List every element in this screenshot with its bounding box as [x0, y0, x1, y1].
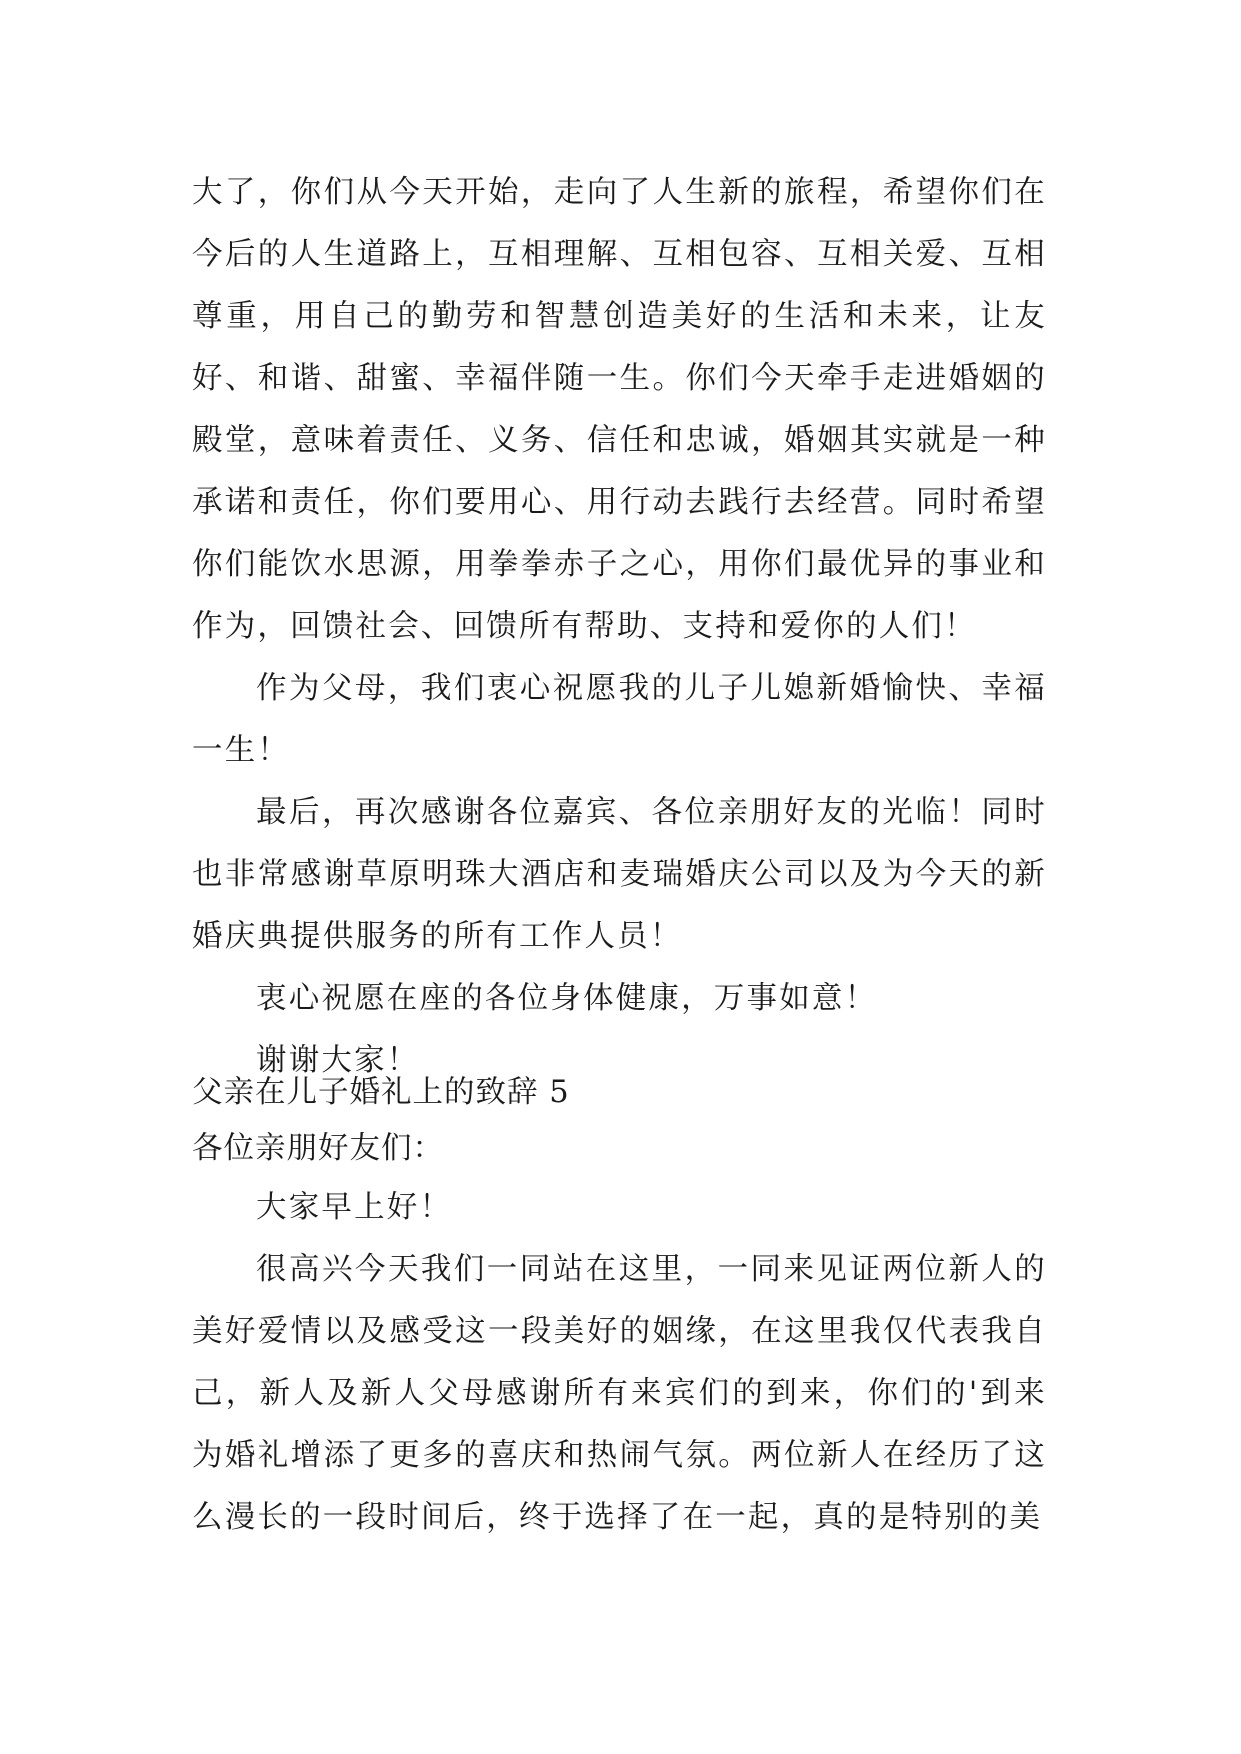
- speech-salutation: 各位亲朋好友们：: [192, 1131, 444, 1166]
- paragraph-thanks: 最后，再次感谢各位嘉宾、各位亲朋好友的光临！同时也非常感谢草原明珠大酒店和麦瑞婚庆公司以及为今天的新婚庆典提供服务的所有工作人员！: [192, 795, 1047, 954]
- speech-title: 父亲在儿子婚礼上的致辞 5: [192, 1075, 570, 1110]
- speech-greeting: 大家早上好！: [256, 1190, 453, 1225]
- paragraph-parents-blessing: 作为父母，我们衷心祝愿我的儿子儿媳新婚愉快、幸福一生！: [192, 671, 1047, 768]
- speech-5: [192, 1065, 1047, 1549]
- paragraph-opening: 很高兴今天我们一同站在这里，一同来见证两位新人的美好爱情以及感受这一段美好的姻缘，在这里我仅代表我自己，新人及新人父母感谢所有来宾们的到来，你们的'到来为婚礼增添了更多的喜庆和热闹气氛。两位新人在经历了这么漫长的一段时间后，终于选择了在一起，真的是特别的美: [192, 1252, 1047, 1535]
- paragraph-wishes: 大了，你们从今天开始，走向了人生新的旅程，希望你们在今后的人生道路上，互相理解、互相包容、互相关爱、互相尊重，用自己的勤劳和智慧创造美好的生活和未来，让友好、和谐、甜蜜、幸福伴随一生。你们今天牵手走进婚姻的殿堂，意味着责任、义务、信任和忠诚，婚姻其实就是一种承诺和责任，你们要用心、用行动去践行去经营。同时希望你们能饮水思源，用拳拳赤子之心，用你们最优异的事业和作为，回馈社会、回馈所有帮助、支持和爱你的人们！: [192, 175, 1047, 644]
- paragraph-health-wishes: 衷心祝愿在座的各位身体健康，万事如意！: [256, 981, 878, 1016]
- paragraph-closing: 谢谢大家！: [256, 1043, 420, 1078]
- speech-continuation: [192, 162, 1047, 1092]
